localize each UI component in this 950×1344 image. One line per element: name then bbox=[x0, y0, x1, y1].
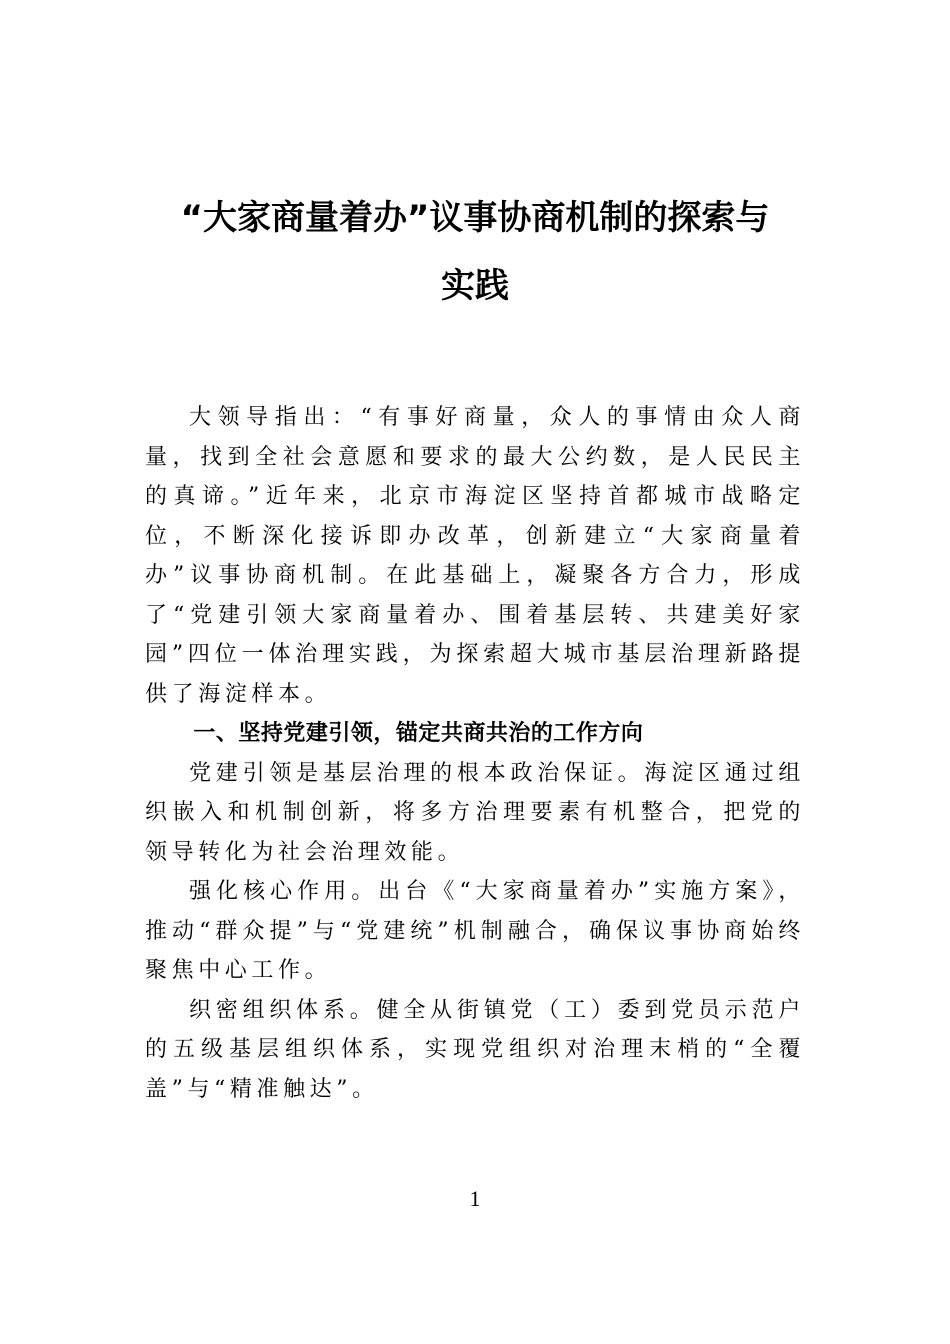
section-heading-1: 一、坚持党建引领，锚定共商共治的工作方向 bbox=[193, 721, 644, 746]
document-title-line-1: “大家商量着办”议事协商机制的探索与 bbox=[180, 198, 770, 238]
document-body bbox=[145, 398, 805, 1109]
intro-paragraph: 大领导指出：“有事好商量，众人的事情由众人商量，找到全社会意愿和要求的最大公约数，是人民民主的真谛。”近年来，北京市海淀区坚持首都城市战略定位，不断深化接诉即办改革，创新建立“大家商量着办”议事协商机制。在此基础上，凝聚各方合力，形成了“党建引领大家商量着办、围着基层转、共建美好家园”四位一体治理实践，为探索超大城市基层治理新路提供了海淀样本。 bbox=[145, 405, 805, 707]
document-title-line-2: 实践 bbox=[441, 266, 509, 306]
organization-system-paragraph: 织密组织体系。健全从街镇党（工）委到党员示范户的五级基层组织体系，实现党组织对治理末梢的“全覆盖”与“精准触达”。 bbox=[145, 997, 805, 1102]
page-number: 1 bbox=[469, 1186, 481, 1211]
core-role-paragraph: 强化核心作用。出台《“大家商量着办”实施方案》，推动“群众提”与“党建统”机制融合，确保议事协商始终聚焦中心工作。 bbox=[145, 879, 805, 983]
section-1-paragraph: 党建引领是基层治理的根本政治保证。海淀区通过组织嵌入和机制创新，将多方治理要素有机整合，把党的领导转化为社会治理效能。 bbox=[145, 760, 805, 865]
